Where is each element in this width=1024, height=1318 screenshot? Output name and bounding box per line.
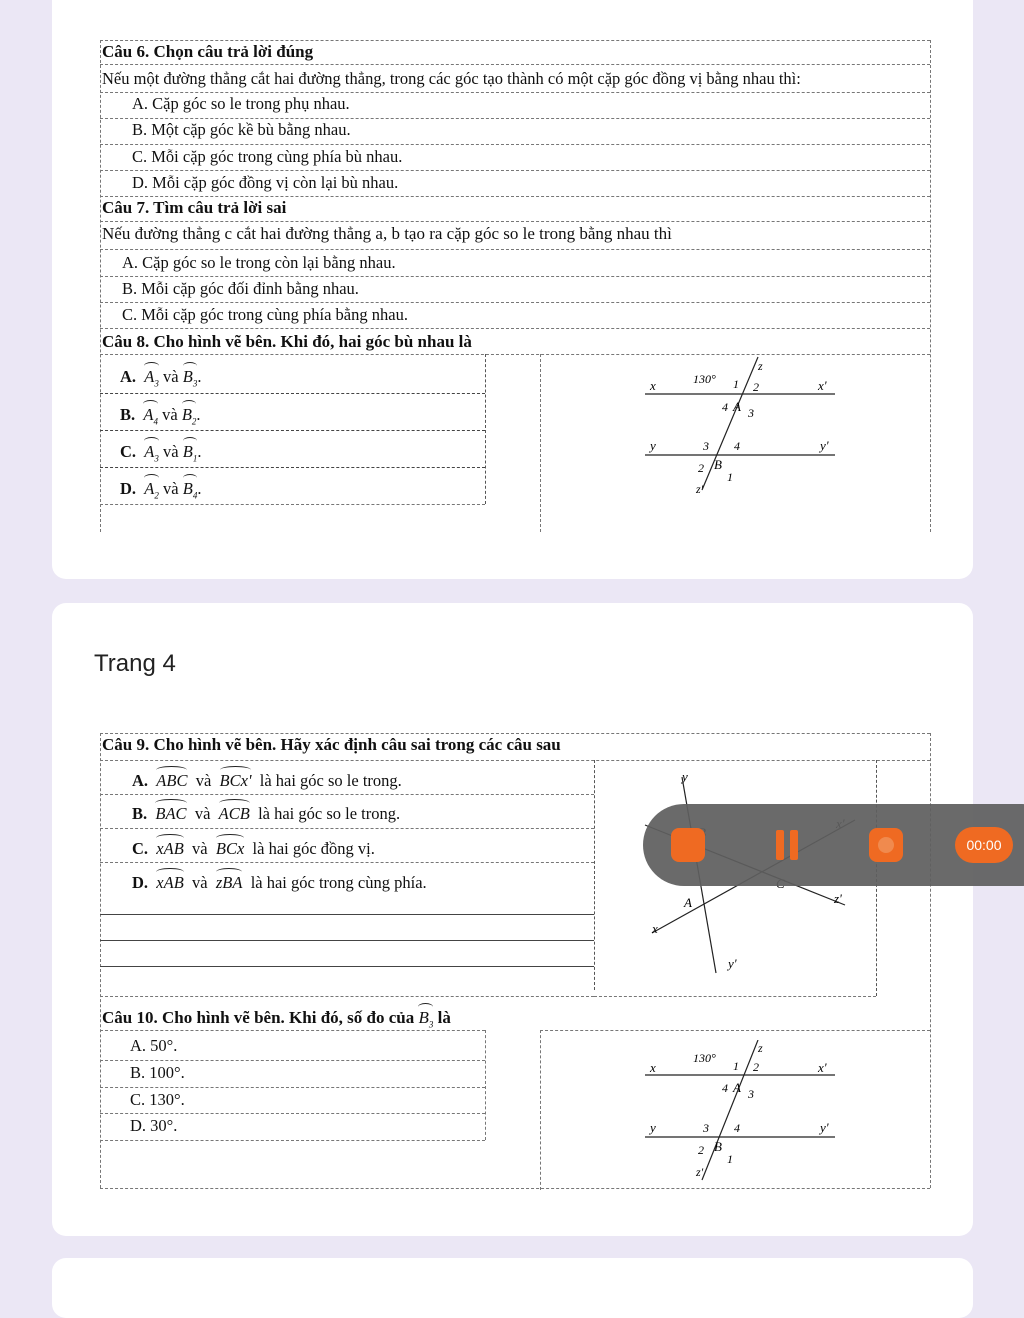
q9-option-d[interactable]: D. xAB và zBA là hai góc trong cùng phía. [132,869,427,893]
label-b1: 1 [727,1152,733,1166]
label-a2: 2 [753,1060,759,1074]
label-b4: 4 [734,439,740,453]
q6-option-c[interactable]: C. Mỗi cặp góc trong cùng phía bù nhau. [132,147,403,166]
q10-title: Câu 10. Cho hình vẽ bên. Khi đó, số đo của $B_3$ là [102,1004,451,1029]
question-card-3 [52,1258,973,1318]
label-x: x [650,378,656,393]
q8-option-b[interactable]: B. $A_4$ và $B_2$. [120,401,201,426]
label-y: y [650,1120,656,1135]
label-y-prime: y' [820,438,829,453]
q6-option-a[interactable]: A. Cặp góc so le trong phụ nhau. [132,94,350,113]
q7-option-a[interactable]: A. Cặp góc so le trong còn lại bằng nhau. [122,253,396,272]
label-z-prime: z' [696,1165,704,1179]
label-z-prime: z' [696,482,704,496]
q9-option-a[interactable]: A. ABC và BCx' là hai góc so le trong. [132,767,402,791]
label-B: B [714,1139,722,1154]
label-a4: 4 [722,1081,728,1095]
page-title: Trang 4 [94,650,176,677]
parallel-lines-figure-q10 [640,1040,840,1185]
camera-button[interactable] [869,828,903,862]
label-a3: 3 [748,406,754,420]
label-a4: 4 [722,400,728,414]
label-a1: 1 [733,377,739,391]
q7-option-c[interactable]: C. Mỗi cặp góc trong cùng phía bằng nhau. [122,305,408,324]
screen-recorder-bar [643,804,1024,886]
label-a1: 1 [733,1059,739,1073]
q8-option-c[interactable]: C. $A_3$ và $B_1$. [120,438,201,463]
q6-stem: Nếu một đường thẳng cắt hai đường thẳng, trong các góc tạo thành có một cặp góc đồng vị bằng nhau thì: [102,69,801,88]
label-b4: 4 [734,1121,740,1135]
q9-option-c[interactable]: C. xAB và BCx là hai góc đồng vị. [132,835,375,859]
label-b1: 1 [727,470,733,484]
label-130-degrees: 130° [693,1051,716,1065]
q7-stem: Nếu đường thẳng c cắt hai đường thẳng a, b tạo ra cặp góc so le trong bằng nhau thì [102,224,672,243]
stop-button[interactable] [671,828,705,862]
q10-option-b[interactable]: B. 100°. [130,1063,185,1082]
label-x: x [650,1060,656,1075]
label-y: y [650,438,656,453]
q7-title: Câu 7. Tìm câu trả lời sai [102,198,287,217]
label-B: B [714,457,722,472]
label-x: x [652,921,658,936]
label-130-degrees: 130° [693,372,716,386]
q7-option-b[interactable]: B. Mỗi cặp góc đối đỉnh bằng nhau. [122,279,359,298]
recording-timer: 00:00 [955,827,1013,863]
label-z: z [758,1041,763,1055]
label-b2: 2 [698,1143,704,1157]
label-b3: 3 [703,439,709,453]
q8-option-d[interactable]: D. $A_2$ và $B_4$. [120,475,201,500]
pause-icon [776,830,784,860]
q6-title: Câu 6. Chọn câu trả lời đúng [102,42,314,61]
q9-title: Câu 9. Cho hình vẽ bên. Hãy xác định câu sai trong các câu sau [102,735,561,754]
parallel-lines-figure-q8 [640,355,840,500]
label-y-prime: y' [820,1120,829,1135]
label-x-prime: x' [818,1060,827,1075]
q10-option-c[interactable]: C. 130°. [130,1090,185,1109]
q6-option-d[interactable]: D. Mỗi cặp góc đồng vị còn lại bù nhau. [132,173,399,192]
label-x-prime: x' [818,378,827,393]
label-a2: 2 [753,380,759,394]
label-z: z [758,359,763,373]
camera-icon [878,837,894,853]
label-a3: 3 [748,1087,754,1101]
label-z-prime: z' [834,891,842,906]
pause-button[interactable] [771,828,805,862]
q8-title: Câu 8. Cho hình vẽ bên. Khi đó, hai góc bù nhau là [102,332,472,351]
label-y: y [682,769,688,784]
label-A: A [733,1080,741,1095]
label-y-prime: y' [728,956,737,971]
q8-option-a[interactable]: A. $A_3$ và $B_3$. [120,363,201,388]
label-b2: 2 [698,461,704,475]
q10-option-d[interactable]: D. 30°. [130,1116,178,1135]
label-A: A [684,895,692,910]
q9-option-b[interactable]: B. BAC và ACB là hai góc so le trong. [132,800,400,824]
label-A: A [733,399,741,414]
q10-option-a[interactable]: A. 50°. [130,1036,178,1055]
q6-option-b[interactable]: B. Một cặp góc kề bù bằng nhau. [132,120,351,139]
label-b3: 3 [703,1121,709,1135]
